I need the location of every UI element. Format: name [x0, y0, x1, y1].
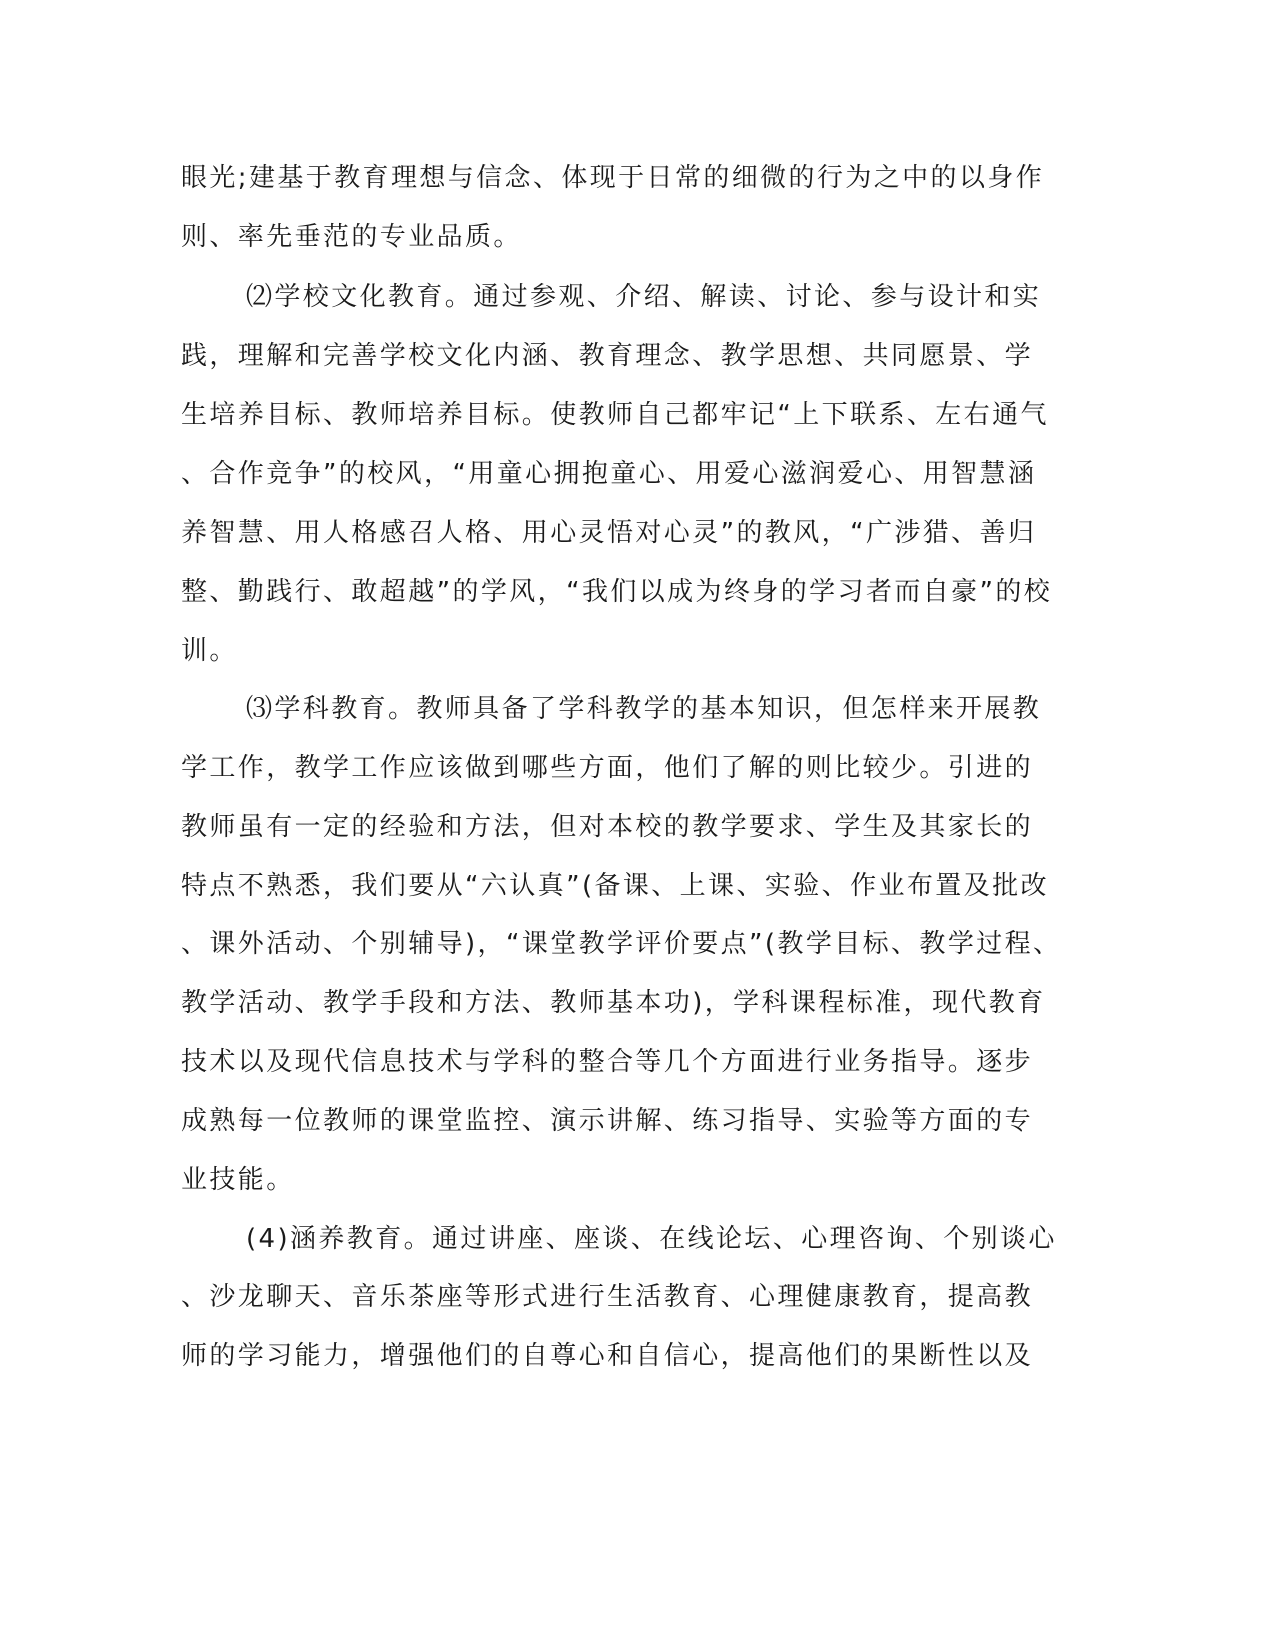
text-line: 成熟每一位教师的课堂监控、演示讲解、练习指导、实验等方面的专 — [181, 1106, 1034, 1136]
paragraph-first-line: ⑵学校文化教育。通过参观、介绍、解读、讨论、参与设计和实 — [246, 282, 1042, 312]
text-line: 学工作，教学工作应该做到哪些方面，他们了解的则比较少。引进的 — [181, 753, 1034, 783]
text-line: 业技能。 — [181, 1165, 295, 1195]
text-line: 师的学习能力，增强他们的自尊心和自信心，提高他们的果断性以及 — [181, 1341, 1034, 1371]
text-line: 生培养目标、教师培养目标。使教师自己都牢记“上下联系、左右通气 — [181, 400, 1049, 430]
text-line: 教学活动、教学手段和方法、教师基本功)，学科课程标准，现代教育 — [181, 988, 1046, 1018]
paragraph-first-line: ⑶学科教育。教师具备了学科教学的基本知识，但怎样来开展教 — [246, 694, 1042, 724]
text-line: 、课外活动、个别辅导)，“课堂教学评价要点”(教学目标、教学过程、 — [181, 929, 1062, 959]
text-line: 践，理解和完善学校文化内涵、教育理念、教学思想、共同愿景、学 — [181, 341, 1034, 371]
text-line: 整、勤践行、敢超越”的学风，“我们以成为终身的学习者而自豪”的校 — [181, 577, 1053, 607]
paragraph-first-line: (4)涵养教育。通过讲座、座谈、在线论坛、心理咨询、个别谈心 — [246, 1224, 1057, 1254]
text-line: 、合作竞争”的校风，“用童心拥抱童心、用爱心滋润爱心、用智慧涵 — [181, 459, 1037, 489]
text-line: 技术以及现代信息技术与学科的整合等几个方面进行业务指导。逐步 — [181, 1047, 1034, 1077]
text-line: 特点不熟悉，我们要从“六认真”(备课、上课、实验、作业布置及批改 — [181, 871, 1049, 901]
text-line: 教师虽有一定的经验和方法，但对本校的教学要求、学生及其家长的 — [181, 812, 1034, 842]
text-line: 则、率先垂范的专业品质。 — [181, 222, 522, 252]
text-line: 训。 — [181, 636, 238, 666]
text-line: 眼光;建基于教育理想与信念、体现于日常的细微的行为之中的以身作 — [181, 163, 1045, 193]
text-line: 、沙龙聊天、音乐茶座等形式进行生活教育、心理健康教育，提高教 — [181, 1282, 1034, 1312]
text-line: 养智慧、用人格感召人格、用心灵悟对心灵”的教风，“广涉猎、善归 — [181, 518, 1037, 548]
